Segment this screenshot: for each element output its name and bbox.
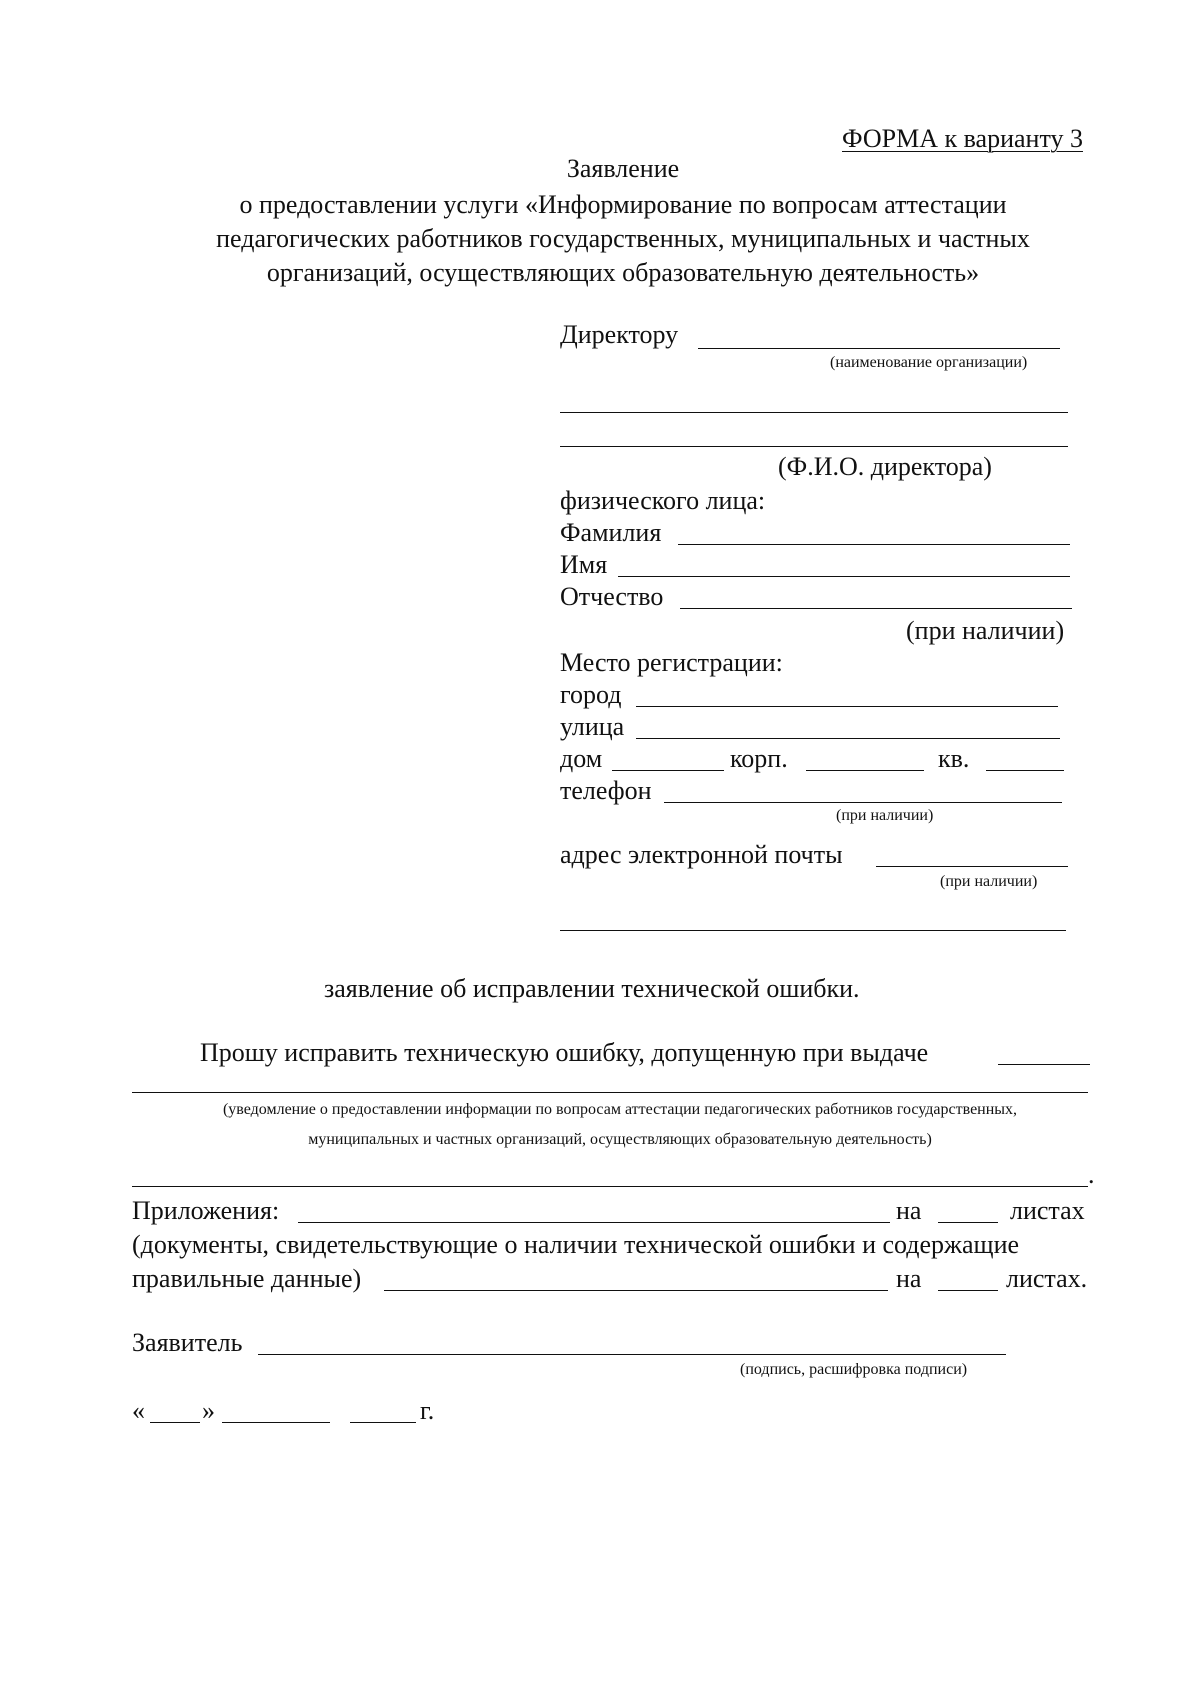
request-field-line-2[interactable] bbox=[132, 1186, 1088, 1187]
attachments-data-sheets-label: листах. bbox=[1006, 1264, 1088, 1293]
attachments-desc-line-1: (документы, свидетельствующие о наличии технической ошибки и содержащие bbox=[132, 1230, 1020, 1259]
org-name-hint: (наименование организации) bbox=[830, 354, 1028, 371]
attachments-sheets-label: листах bbox=[1010, 1196, 1085, 1225]
patronymic-hint: (при наличии) bbox=[906, 616, 1065, 645]
phone-hint: (при наличии) bbox=[836, 807, 934, 824]
director-line-2-field[interactable] bbox=[560, 412, 1068, 413]
director-fio-hint: (Ф.И.О. директора) bbox=[778, 452, 992, 481]
building-field[interactable] bbox=[806, 770, 924, 771]
director-line-3-field[interactable] bbox=[560, 446, 1068, 447]
doc-title-line-1: о предоставлении услуги «Информирование по вопросам аттестации bbox=[239, 190, 1007, 219]
doc-title-line-3: организаций, осуществляющих образовательную деятельность» bbox=[266, 258, 980, 287]
phone-label: телефон bbox=[560, 776, 652, 805]
date-month-field[interactable] bbox=[222, 1422, 330, 1423]
director-org-field[interactable] bbox=[698, 348, 1060, 349]
form-label: ФОРМА к варианту 3 bbox=[842, 124, 1083, 153]
street-label: улица bbox=[560, 712, 625, 741]
attachments-field[interactable] bbox=[298, 1222, 890, 1223]
city-field[interactable] bbox=[636, 706, 1058, 707]
doc-title-line-2: педагогических работников государственных, муниципальных и частных bbox=[216, 224, 1030, 253]
request-hint-1: (уведомление о предоставлении информации по вопросам аттестации педагогических работников государственных, bbox=[222, 1101, 1018, 1118]
attachments-on-label: на bbox=[896, 1196, 922, 1225]
attachments-sheets-field[interactable] bbox=[938, 1222, 998, 1223]
street-field[interactable] bbox=[636, 738, 1060, 739]
building-label: корп. bbox=[730, 744, 788, 773]
name-field[interactable] bbox=[618, 576, 1070, 577]
applicant-label: Заявитель bbox=[132, 1328, 243, 1357]
director-label: Директору bbox=[560, 320, 679, 349]
house-label: дом bbox=[560, 744, 603, 773]
request-field-line[interactable] bbox=[132, 1092, 1088, 1093]
date-quote-close: » bbox=[202, 1396, 215, 1425]
subject-line: заявление об исправлении технической ошибки. bbox=[324, 974, 860, 1003]
patronymic-field[interactable] bbox=[680, 608, 1072, 609]
applicant-signature-field[interactable] bbox=[258, 1354, 1006, 1355]
apartment-field[interactable] bbox=[986, 770, 1064, 771]
patronymic-label: Отчество bbox=[560, 582, 664, 611]
attachments-data-field[interactable] bbox=[384, 1290, 888, 1291]
attachments-data-on-label: на bbox=[896, 1264, 922, 1293]
email-field[interactable] bbox=[876, 866, 1068, 867]
city-label: город bbox=[560, 680, 622, 709]
request-field-end[interactable] bbox=[998, 1064, 1090, 1065]
date-day-field[interactable] bbox=[150, 1422, 200, 1423]
date-quote-open: « bbox=[132, 1396, 145, 1425]
end-period: . bbox=[1088, 1160, 1095, 1189]
registration-label: Место регистрации: bbox=[560, 648, 783, 677]
attachments-desc-line-2: правильные данные) bbox=[132, 1264, 362, 1293]
email-hint: (при наличии) bbox=[940, 873, 1038, 890]
house-field[interactable] bbox=[612, 770, 724, 771]
request-text: Прошу исправить техническую ошибку, допущенную при выдаче bbox=[200, 1038, 929, 1067]
email-label: адрес электронной почты bbox=[560, 840, 843, 869]
date-year-suffix: г. bbox=[420, 1396, 435, 1425]
extra-contact-line[interactable] bbox=[560, 930, 1066, 931]
request-hint-2: муниципальных и частных организаций, осуществляющих образовательную деятельность) bbox=[308, 1131, 932, 1148]
surname-field[interactable] bbox=[678, 544, 1070, 545]
attachments-label: Приложения: bbox=[132, 1196, 280, 1225]
doc-heading: Заявление bbox=[566, 154, 680, 183]
signature-hint: (подпись, расшифровка подписи) bbox=[740, 1361, 968, 1378]
apartment-label: кв. bbox=[938, 744, 970, 773]
surname-label: Фамилия bbox=[560, 518, 662, 547]
individual-label: физического лица: bbox=[560, 486, 766, 515]
phone-field[interactable] bbox=[664, 802, 1062, 803]
date-year-field[interactable] bbox=[350, 1422, 416, 1423]
attachments-data-sheets-field[interactable] bbox=[938, 1290, 998, 1291]
name-label: Имя bbox=[560, 550, 608, 579]
